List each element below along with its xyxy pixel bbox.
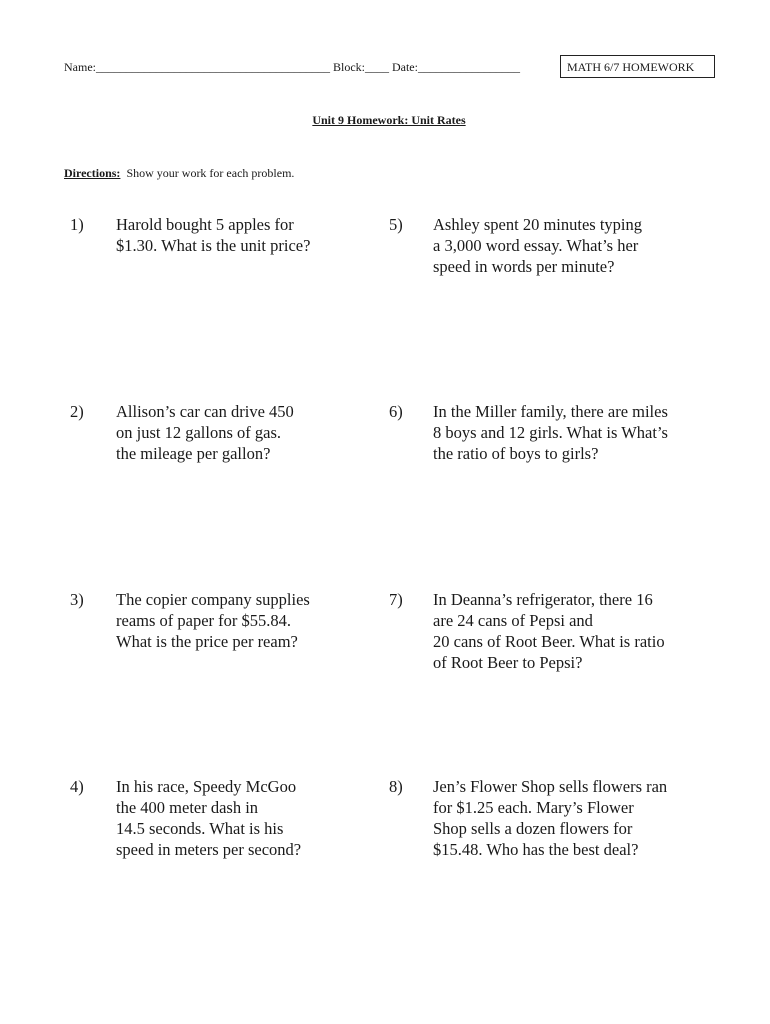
problem-line: Ashley spent 20 minutes typing — [433, 215, 642, 234]
problem-line: reams of paper for $55.84. — [116, 611, 292, 630]
problem-text — [116, 589, 310, 652]
problem-5 — [389, 214, 709, 304]
problem-number: 4) — [70, 777, 84, 796]
problem-line: 20 cans of Root Beer. What is ratio — [433, 632, 665, 651]
problem-number: 2) — [70, 402, 84, 421]
problem-3 — [70, 589, 370, 679]
problem-line: a 3,000 word essay. What’s her — [433, 236, 639, 255]
problem-line: the mileage per gallon? — [116, 444, 271, 463]
problem-4 — [70, 776, 370, 866]
problem-text — [433, 401, 668, 464]
problem-text — [433, 776, 667, 860]
problem-line: In his race, Speedy McGoo — [116, 777, 297, 796]
problem-line: $1.30. What is the unit price? — [116, 236, 311, 255]
problem-line: speed in meters per second? — [116, 840, 302, 859]
problem-line: In Deanna’s refrigerator, there 16 — [433, 590, 653, 609]
name-block-date-line: Name:_______________________________________ Block:____ Date:_________________ — [64, 60, 520, 74]
problem-number: 6) — [389, 402, 403, 421]
course-label-box: MATH 6/7 HOMEWORK — [560, 55, 715, 78]
directions-text: Show your work for each problem. — [126, 166, 295, 180]
problem-line: for $1.25 each. Mary’s Flower — [433, 798, 634, 817]
problem-line: on just 12 gallons of gas. — [116, 423, 281, 442]
problem-number: 3) — [70, 590, 84, 609]
problem-line: Allison’s car can drive 450 — [116, 402, 294, 421]
problem-text — [433, 214, 642, 277]
problem-line: speed in words per minute? — [433, 257, 615, 276]
problem-line: 8 boys and 12 girls. What is What’s — [433, 423, 668, 442]
problem-line: Harold bought 5 apples for — [116, 215, 294, 234]
problem-2 — [70, 401, 370, 491]
problem-number: 5) — [389, 215, 403, 234]
problem-line: Shop sells a dozen flowers for — [433, 819, 633, 838]
page-title: Unit 9 Homework: Unit Rates — [312, 113, 466, 127]
problem-line: of Root Beer to Pepsi? — [433, 653, 583, 672]
problem-line: $15.48. Who has the best deal? — [433, 840, 639, 859]
directions — [64, 166, 294, 181]
problem-line: are 24 cans of Pepsi and — [433, 611, 593, 630]
problem-number: 1) — [70, 215, 84, 234]
problem-line: 14.5 seconds. What is his — [116, 819, 284, 838]
problem-text — [433, 589, 665, 673]
problem-number: 8) — [389, 777, 403, 796]
problem-text — [116, 776, 301, 860]
problem-line: What is the price per ream? — [116, 632, 298, 651]
directions-label: Directions: — [64, 166, 121, 180]
problem-line: The copier company supplies — [116, 590, 310, 609]
problem-6 — [389, 401, 709, 491]
problem-8 — [389, 776, 709, 866]
problem-text — [116, 401, 294, 464]
problem-number: 7) — [389, 590, 403, 609]
problem-line: In the Miller family, there are miles — [433, 402, 668, 421]
problem-line: the 400 meter dash in — [116, 798, 259, 817]
problem-line: the ratio of boys to girls? — [433, 444, 599, 463]
problem-line: Jen’s Flower Shop sells flowers ran — [433, 777, 668, 796]
problem-1 — [70, 214, 370, 304]
problem-text — [116, 214, 310, 256]
problem-7 — [389, 589, 709, 679]
